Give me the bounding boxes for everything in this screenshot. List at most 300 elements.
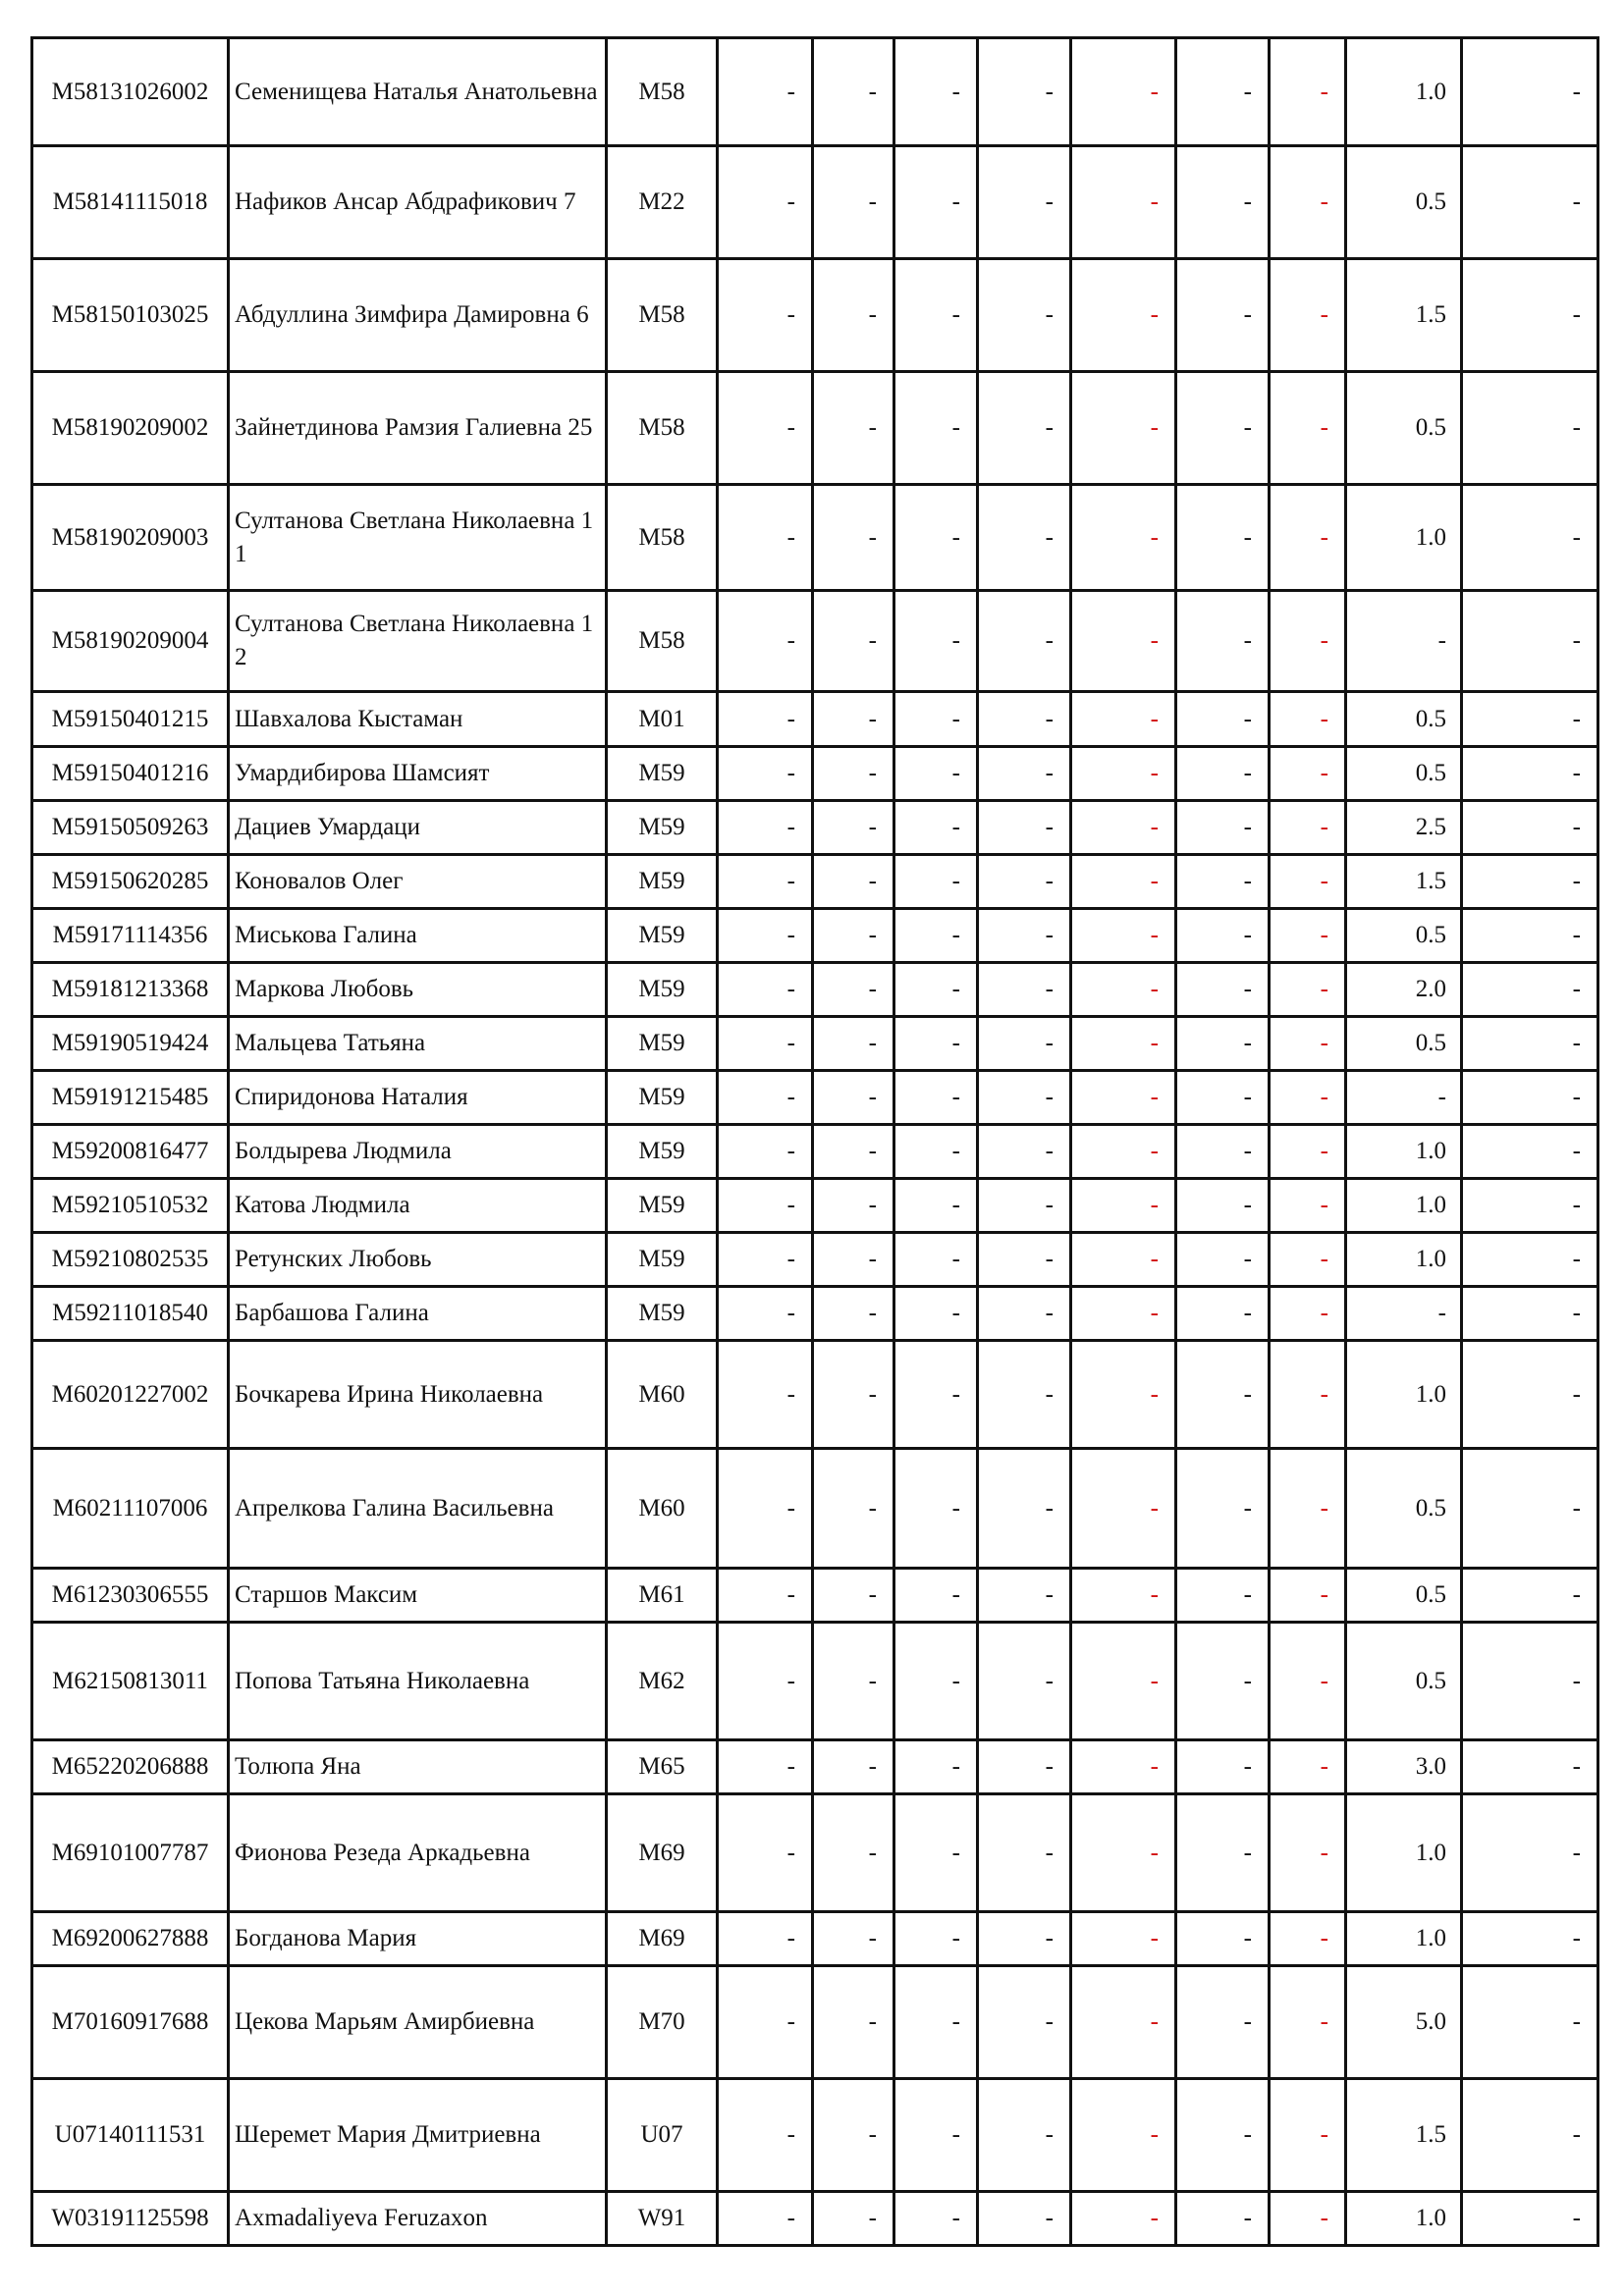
region-code: M59	[607, 855, 718, 909]
score-value: 0.5	[1346, 692, 1462, 747]
col-1-value: -	[718, 1449, 813, 1569]
person-name: Богданова Мария	[229, 1912, 607, 1966]
table-row	[32, 747, 1598, 801]
table-row	[32, 801, 1598, 855]
col-3-value: -	[894, 1623, 978, 1740]
col-3-value: -	[894, 1569, 978, 1623]
person-name: Шавхалова Кыстаман	[229, 692, 607, 747]
score-value: 1.5	[1346, 855, 1462, 909]
col-3-value: -	[894, 692, 978, 747]
col-1-value: -	[718, 1623, 813, 1740]
score-value: -	[1346, 1287, 1462, 1341]
record-id: M58190209004	[32, 591, 229, 692]
col-7-value: -	[1270, 1287, 1346, 1341]
table-row	[32, 1569, 1598, 1623]
col-1-value: -	[718, 146, 813, 259]
score-value: -	[1346, 1071, 1462, 1125]
col-last-value: -	[1462, 1017, 1598, 1071]
col-5-value: -	[1071, 1912, 1176, 1966]
person-name: Коновалов Олег	[229, 855, 607, 909]
col-4-value: -	[978, 1233, 1071, 1287]
region-code: M59	[607, 963, 718, 1017]
col-6-value: -	[1176, 259, 1270, 372]
col-6-value: -	[1176, 855, 1270, 909]
person-name: Семенищева Наталья Анатольевна	[229, 38, 607, 146]
region-code: M60	[607, 1449, 718, 1569]
region-code: U07	[607, 2079, 718, 2192]
region-code: M58	[607, 372, 718, 485]
person-name: Апрелкова Галина Васильевна	[229, 1449, 607, 1569]
col-6-value: -	[1176, 1071, 1270, 1125]
table-row	[32, 855, 1598, 909]
col-1-value: -	[718, 801, 813, 855]
col-1-value: -	[718, 38, 813, 146]
table-row	[32, 1125, 1598, 1179]
col-6-value: -	[1176, 2079, 1270, 2192]
col-4-value: -	[978, 801, 1071, 855]
col-2-value: -	[813, 1912, 894, 1966]
record-id: M59191215485	[32, 1071, 229, 1125]
region-code: M59	[607, 747, 718, 801]
record-id: M58131026002	[32, 38, 229, 146]
record-id: M59150401215	[32, 692, 229, 747]
table-row	[32, 1966, 1598, 2079]
col-6-value: -	[1176, 1966, 1270, 2079]
col-3-value: -	[894, 855, 978, 909]
person-name: Миськова Галина	[229, 909, 607, 963]
col-5-value: -	[1071, 909, 1176, 963]
table-row	[32, 1341, 1598, 1449]
col-5-value: -	[1071, 747, 1176, 801]
record-id: M61230306555	[32, 1569, 229, 1623]
record-id: M60201227002	[32, 1341, 229, 1449]
col-6-value: -	[1176, 1740, 1270, 1794]
col-5-value: -	[1071, 1071, 1176, 1125]
col-4-value: -	[978, 1449, 1071, 1569]
person-name: Султанова Светлана Николаевна 11	[229, 485, 607, 591]
col-1-value: -	[718, 1233, 813, 1287]
col-1-value: -	[718, 1794, 813, 1912]
region-code: M58	[607, 38, 718, 146]
col-2-value: -	[813, 747, 894, 801]
score-value: 0.5	[1346, 747, 1462, 801]
person-name: Катова Людмила	[229, 1179, 607, 1233]
col-1-value: -	[718, 485, 813, 591]
table-body	[32, 38, 1598, 2246]
person-name: Дациев Умардаци	[229, 801, 607, 855]
col-4-value: -	[978, 146, 1071, 259]
table-row	[32, 1017, 1598, 1071]
col-4-value: -	[978, 1179, 1071, 1233]
col-last-value: -	[1462, 1794, 1598, 1912]
table-row	[32, 1623, 1598, 1740]
person-name: Фионова Резеда Аркадьевна	[229, 1794, 607, 1912]
person-name: Нафиков Ансар Абдрафикович 7	[229, 146, 607, 259]
col-7-value: -	[1270, 2079, 1346, 2192]
col-3-value: -	[894, 747, 978, 801]
col-last-value: -	[1462, 963, 1598, 1017]
col-7-value: -	[1270, 1017, 1346, 1071]
col-last-value: -	[1462, 1740, 1598, 1794]
col-1-value: -	[718, 692, 813, 747]
col-2-value: -	[813, 1623, 894, 1740]
col-last-value: -	[1462, 692, 1598, 747]
col-7-value: -	[1270, 747, 1346, 801]
col-last-value: -	[1462, 1966, 1598, 2079]
col-2-value: -	[813, 1569, 894, 1623]
col-6-value: -	[1176, 692, 1270, 747]
col-3-value: -	[894, 2192, 978, 2246]
col-4-value: -	[978, 692, 1071, 747]
col-5-value: -	[1071, 1569, 1176, 1623]
col-4-value: -	[978, 1794, 1071, 1912]
col-2-value: -	[813, 1449, 894, 1569]
col-5-value: -	[1071, 1623, 1176, 1740]
score-value: 0.5	[1346, 1623, 1462, 1740]
col-3-value: -	[894, 1125, 978, 1179]
col-2-value: -	[813, 1341, 894, 1449]
col-last-value: -	[1462, 855, 1598, 909]
table-row	[32, 1449, 1598, 1569]
person-name: Маркова Любовь	[229, 963, 607, 1017]
col-2-value: -	[813, 2192, 894, 2246]
col-last-value: -	[1462, 38, 1598, 146]
col-last-value: -	[1462, 1341, 1598, 1449]
col-last-value: -	[1462, 1071, 1598, 1125]
col-7-value: -	[1270, 1569, 1346, 1623]
col-7-value: -	[1270, 146, 1346, 259]
col-7-value: -	[1270, 1449, 1346, 1569]
record-id: M70160917688	[32, 1966, 229, 2079]
region-code: M58	[607, 591, 718, 692]
score-value: 1.0	[1346, 1794, 1462, 1912]
col-last-value: -	[1462, 1233, 1598, 1287]
col-4-value: -	[978, 747, 1071, 801]
region-code: M69	[607, 1794, 718, 1912]
record-id: M58150103025	[32, 259, 229, 372]
col-3-value: -	[894, 909, 978, 963]
record-id: M62150813011	[32, 1623, 229, 1740]
col-7-value: -	[1270, 1179, 1346, 1233]
col-7-value: -	[1270, 259, 1346, 372]
col-6-value: -	[1176, 591, 1270, 692]
table-row	[32, 1740, 1598, 1794]
col-last-value: -	[1462, 747, 1598, 801]
score-value: 0.5	[1346, 1569, 1462, 1623]
col-1-value: -	[718, 1179, 813, 1233]
record-id: M59181213368	[32, 963, 229, 1017]
region-code: M22	[607, 146, 718, 259]
person-name: Мальцева Татьяна	[229, 1017, 607, 1071]
person-name: Спиридонова Наталия	[229, 1071, 607, 1125]
col-3-value: -	[894, 1740, 978, 1794]
col-6-value: -	[1176, 1794, 1270, 1912]
col-last-value: -	[1462, 259, 1598, 372]
record-id: U07140111531	[32, 2079, 229, 2192]
region-code: M59	[607, 1071, 718, 1125]
record-id: M58190209003	[32, 485, 229, 591]
col-3-value: -	[894, 1341, 978, 1449]
col-5-value: -	[1071, 801, 1176, 855]
person-name: Цекова Марьям Амирбиевна	[229, 1966, 607, 2079]
col-last-value: -	[1462, 1125, 1598, 1179]
region-code: M69	[607, 1912, 718, 1966]
col-6-value: -	[1176, 1341, 1270, 1449]
region-code: M58	[607, 485, 718, 591]
col-6-value: -	[1176, 1569, 1270, 1623]
col-2-value: -	[813, 692, 894, 747]
table-row	[32, 2192, 1598, 2246]
table-row	[32, 1794, 1598, 1912]
record-id: W03191125598	[32, 2192, 229, 2246]
col-2-value: -	[813, 1125, 894, 1179]
col-7-value: -	[1270, 963, 1346, 1017]
col-6-value: -	[1176, 372, 1270, 485]
col-3-value: -	[894, 1179, 978, 1233]
region-code: W91	[607, 2192, 718, 2246]
col-1-value: -	[718, 1740, 813, 1794]
record-id: M59150620285	[32, 855, 229, 909]
col-4-value: -	[978, 259, 1071, 372]
col-3-value: -	[894, 1912, 978, 1966]
person-name: Барбашова Галина	[229, 1287, 607, 1341]
table-row	[32, 591, 1598, 692]
col-4-value: -	[978, 2079, 1071, 2192]
col-1-value: -	[718, 259, 813, 372]
table-row	[32, 38, 1598, 146]
person-name: Шеремет Мария Дмитриевна	[229, 2079, 607, 2192]
score-value: 0.5	[1346, 372, 1462, 485]
score-value: 2.5	[1346, 801, 1462, 855]
col-2-value: -	[813, 1287, 894, 1341]
col-5-value: -	[1071, 2079, 1176, 2192]
col-2-value: -	[813, 1966, 894, 2079]
col-4-value: -	[978, 963, 1071, 1017]
col-6-value: -	[1176, 1912, 1270, 1966]
col-4-value: -	[978, 909, 1071, 963]
col-2-value: -	[813, 38, 894, 146]
table-row	[32, 692, 1598, 747]
record-id: M69200627888	[32, 1912, 229, 1966]
person-name: Султанова Светлана Николаевна 12	[229, 591, 607, 692]
col-5-value: -	[1071, 485, 1176, 591]
col-1-value: -	[718, 2192, 813, 2246]
col-6-value: -	[1176, 1125, 1270, 1179]
record-id: M59190519424	[32, 1017, 229, 1071]
score-value: 1.0	[1346, 1125, 1462, 1179]
record-id: M69101007787	[32, 1794, 229, 1912]
col-last-value: -	[1462, 372, 1598, 485]
col-7-value: -	[1270, 909, 1346, 963]
col-5-value: -	[1071, 1233, 1176, 1287]
col-5-value: -	[1071, 963, 1176, 1017]
col-1-value: -	[718, 1071, 813, 1125]
col-4-value: -	[978, 485, 1071, 591]
col-7-value: -	[1270, 2192, 1346, 2246]
col-2-value: -	[813, 1794, 894, 1912]
region-code: M59	[607, 909, 718, 963]
col-last-value: -	[1462, 1287, 1598, 1341]
col-5-value: -	[1071, 692, 1176, 747]
score-value: 1.0	[1346, 2192, 1462, 2246]
person-name: Болдырева Людмила	[229, 1125, 607, 1179]
col-7-value: -	[1270, 1740, 1346, 1794]
col-3-value: -	[894, 485, 978, 591]
col-6-value: -	[1176, 38, 1270, 146]
record-id: M59210510532	[32, 1179, 229, 1233]
record-id: M58190209002	[32, 372, 229, 485]
col-6-value: -	[1176, 801, 1270, 855]
col-2-value: -	[813, 1071, 894, 1125]
score-value: 0.5	[1346, 1449, 1462, 1569]
region-code: M59	[607, 1125, 718, 1179]
col-6-value: -	[1176, 1233, 1270, 1287]
table-row	[32, 1233, 1598, 1287]
col-last-value: -	[1462, 1449, 1598, 1569]
col-3-value: -	[894, 591, 978, 692]
col-1-value: -	[718, 1125, 813, 1179]
person-name: Толюпа Яна	[229, 1740, 607, 1794]
col-6-value: -	[1176, 1017, 1270, 1071]
col-2-value: -	[813, 1017, 894, 1071]
region-code: M59	[607, 1179, 718, 1233]
col-5-value: -	[1071, 146, 1176, 259]
col-4-value: -	[978, 1912, 1071, 1966]
record-id: M65220206888	[32, 1740, 229, 1794]
region-code: M62	[607, 1623, 718, 1740]
score-value: 3.0	[1346, 1740, 1462, 1794]
col-7-value: -	[1270, 38, 1346, 146]
col-1-value: -	[718, 2079, 813, 2192]
col-7-value: -	[1270, 1794, 1346, 1912]
score-value: 1.5	[1346, 259, 1462, 372]
col-3-value: -	[894, 1966, 978, 2079]
col-5-value: -	[1071, 1125, 1176, 1179]
region-code: M59	[607, 801, 718, 855]
col-5-value: -	[1071, 1794, 1176, 1912]
person-name: Ретунских Любовь	[229, 1233, 607, 1287]
col-2-value: -	[813, 2079, 894, 2192]
col-5-value: -	[1071, 1740, 1176, 1794]
col-5-value: -	[1071, 1017, 1176, 1071]
region-code: M70	[607, 1966, 718, 2079]
col-last-value: -	[1462, 909, 1598, 963]
col-4-value: -	[978, 372, 1071, 485]
col-7-value: -	[1270, 1912, 1346, 1966]
col-3-value: -	[894, 146, 978, 259]
col-4-value: -	[978, 2192, 1071, 2246]
col-1-value: -	[718, 1287, 813, 1341]
score-value: 0.5	[1346, 146, 1462, 259]
col-3-value: -	[894, 1233, 978, 1287]
col-4-value: -	[978, 1569, 1071, 1623]
region-code: M60	[607, 1341, 718, 1449]
col-4-value: -	[978, 1740, 1071, 1794]
col-7-value: -	[1270, 1623, 1346, 1740]
col-2-value: -	[813, 963, 894, 1017]
score-value: 1.0	[1346, 38, 1462, 146]
col-4-value: -	[978, 1341, 1071, 1449]
record-id: M59211018540	[32, 1287, 229, 1341]
col-7-value: -	[1270, 692, 1346, 747]
col-5-value: -	[1071, 1449, 1176, 1569]
col-4-value: -	[978, 1966, 1071, 2079]
col-last-value: -	[1462, 801, 1598, 855]
col-7-value: -	[1270, 801, 1346, 855]
score-value: 0.5	[1346, 1017, 1462, 1071]
person-name: Axmadaliyeva Feruzaxon	[229, 2192, 607, 2246]
col-1-value: -	[718, 855, 813, 909]
col-7-value: -	[1270, 591, 1346, 692]
table-row	[32, 259, 1598, 372]
record-id: M59171114356	[32, 909, 229, 963]
person-name: Бочкарева Ирина Николаевна	[229, 1341, 607, 1449]
col-2-value: -	[813, 801, 894, 855]
col-last-value: -	[1462, 1569, 1598, 1623]
score-value: 0.5	[1346, 909, 1462, 963]
col-2-value: -	[813, 909, 894, 963]
col-2-value: -	[813, 1233, 894, 1287]
score-value: 1.0	[1346, 1341, 1462, 1449]
table-row	[32, 372, 1598, 485]
table-row	[32, 1912, 1598, 1966]
person-name: Зайнетдинова Рамзия Галиевна 25	[229, 372, 607, 485]
col-2-value: -	[813, 259, 894, 372]
record-id: M58141115018	[32, 146, 229, 259]
col-5-value: -	[1071, 38, 1176, 146]
col-1-value: -	[718, 1912, 813, 1966]
col-6-value: -	[1176, 1179, 1270, 1233]
col-5-value: -	[1071, 855, 1176, 909]
col-2-value: -	[813, 146, 894, 259]
region-code: M58	[607, 259, 718, 372]
region-code: M61	[607, 1569, 718, 1623]
col-last-value: -	[1462, 485, 1598, 591]
col-last-value: -	[1462, 1623, 1598, 1740]
col-1-value: -	[718, 909, 813, 963]
col-4-value: -	[978, 38, 1071, 146]
col-5-value: -	[1071, 1341, 1176, 1449]
col-last-value: -	[1462, 1179, 1598, 1233]
col-5-value: -	[1071, 1966, 1176, 2079]
col-last-value: -	[1462, 591, 1598, 692]
col-2-value: -	[813, 1179, 894, 1233]
col-1-value: -	[718, 1569, 813, 1623]
col-6-value: -	[1176, 747, 1270, 801]
col-5-value: -	[1071, 591, 1176, 692]
col-7-value: -	[1270, 1071, 1346, 1125]
person-name: Абдуллина Зимфира Дамировна 6	[229, 259, 607, 372]
col-2-value: -	[813, 1740, 894, 1794]
table-row	[32, 1287, 1598, 1341]
col-7-value: -	[1270, 372, 1346, 485]
score-value: -	[1346, 591, 1462, 692]
results-table	[30, 36, 1599, 2247]
col-3-value: -	[894, 38, 978, 146]
score-value: 1.0	[1346, 1179, 1462, 1233]
col-4-value: -	[978, 1017, 1071, 1071]
col-7-value: -	[1270, 485, 1346, 591]
col-last-value: -	[1462, 146, 1598, 259]
person-name: Старшов Максим	[229, 1569, 607, 1623]
person-name: Попова Татьяна Николаевна	[229, 1623, 607, 1740]
col-5-value: -	[1071, 372, 1176, 485]
col-6-value: -	[1176, 1623, 1270, 1740]
table-row	[32, 146, 1598, 259]
score-value: 1.0	[1346, 1233, 1462, 1287]
col-7-value: -	[1270, 1341, 1346, 1449]
table-row	[32, 2079, 1598, 2192]
